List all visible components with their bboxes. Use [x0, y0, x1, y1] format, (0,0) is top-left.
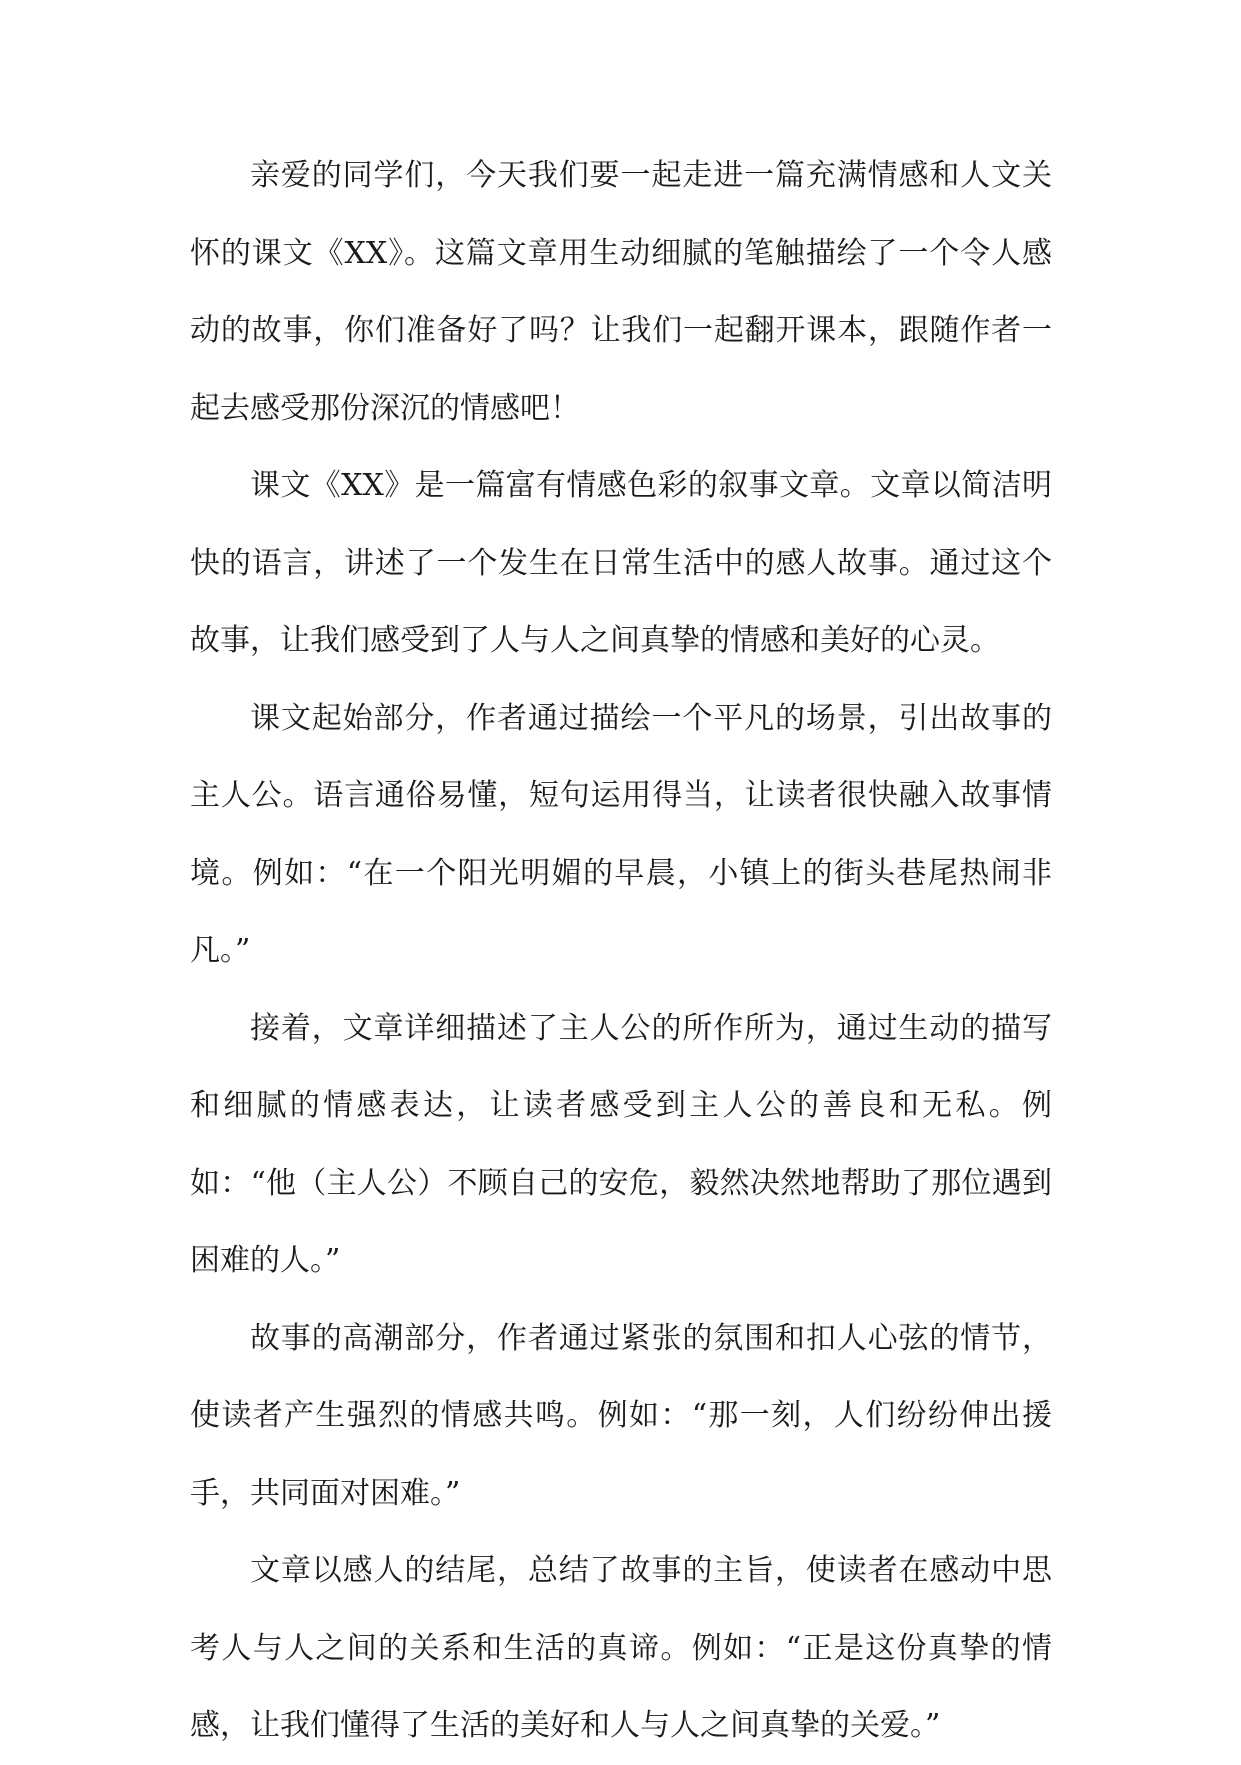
paragraph-intro: 亲爱的同学们，今天我们要一起走进一篇充满情感和人文关怀的课文《XX》。这篇文章用生动细腻的笔触描绘了一个令人感动的故事，你们准备好了吗？让我们一起翻开课本，跟随作者一起去感受那份深沉的情感吧！: [190, 158, 1052, 426]
paragraph-climax: 故事的高潮部分，作者通过紧张的氛围和扣人心弦的情节，使读者产生强烈的情感共鸣。例如：“那一刻，人们纷纷伸出援手，共同面对困难。”: [190, 1320, 1052, 1511]
paragraph-opening: 课文起始部分，作者通过描绘一个平凡的场景，引出故事的主人公。语言通俗易懂，短句运用得当，让读者很快融入故事情境。例如：“在一个阳光明媚的早晨，小镇上的街头巷尾热闹非凡。”: [190, 700, 1052, 968]
document-body: [190, 137, 1052, 1765]
paragraph-development: 接着，文章详细描述了主人公的所作所为，通过生动的描写和细腻的情感表达，让读者感受到主人公的善良和无私。例如：“他（主人公）不顾自己的安危，毅然决然地帮助了那位遇到困难的人。”: [190, 1010, 1052, 1278]
paragraph-ending: 文章以感人的结尾，总结了故事的主旨，使读者在感动中思考人与人之间的关系和生活的真谛。例如：“正是这份真挚的情感，让我们懂得了生活的美好和人与人之间真挚的关爱。”: [190, 1553, 1052, 1743]
paragraph-overview: 课文《XX》是一篇富有情感色彩的叙事文章。文章以简洁明快的语言，讲述了一个发生在日常生活中的感人故事。通过这个故事，让我们感受到了人与人之间真挚的情感和美好的心灵。: [190, 468, 1052, 658]
